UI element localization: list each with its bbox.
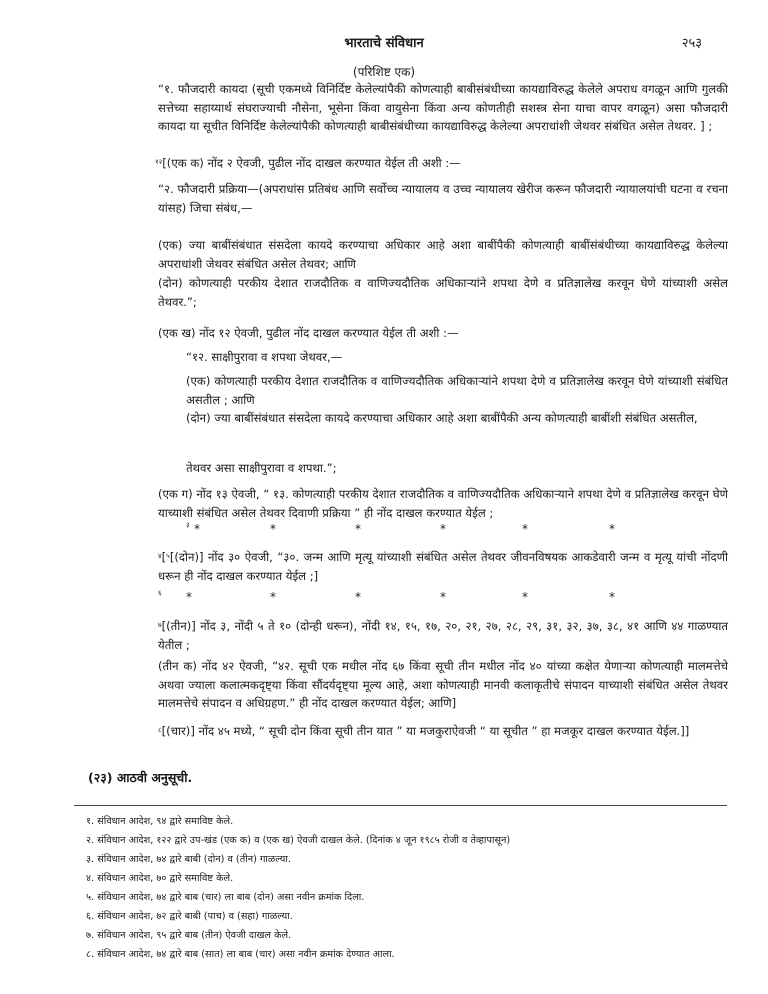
footnote-item: ७. संविधान आदेश, ९५ द्वारे बाब (तीन) ऐवजी दाखल केले.: [86, 930, 292, 941]
footnote-item: ३. संविधान आदेश, ७४ द्वारे बाबी (दोन) व (तीन) गाळल्या.: [86, 854, 291, 865]
footnote-ref: २: [158, 158, 163, 166]
footnote-ref: ८: [158, 726, 162, 734]
footnote-divider: [74, 805, 727, 806]
footnote-ref: ६: [158, 589, 162, 597]
footnote-item: ८. संविधान आदेश, ७४ द्वारे बाब (सात) ला बाब (चार) असा नवीन क्रमांक देण्यात आला.: [86, 949, 395, 960]
clause-12-ek-paragraph: (एक) कोणत्याही परकीय देशात राजदौतिक व वाणिज्यदौतिक अधिकाऱ्यांने शपथा देणे व प्रतिज्ञालेख करवून घेणे यांच्याशी संबंधित असतील ; आणि: [186, 374, 728, 407]
footnote-ref: ५: [166, 552, 170, 560]
entry-don-paragraph: [158, 548, 728, 585]
entry-1-paragraph: “१. फौजदारी कायदा (सूची एकमध्ये विनिर्दिष्ट केलेल्यांपैकी कोणत्याही बाबीसंबंधीच्या कायद्याविरुद्ध केलेले अपराध वगळून आणि गुलकी सत्तेच्या सहाय्यार्थ संघराज्याची नौसेना, भूसेना किंवा वायुसेना किंवा अन्य कोणतीही सशस्त्र सेना याचा वापर वगळून) असा फौजदारी कायदा या सूचीत विनिर्दिष्ट केलेल्यांपैकी कोणत्याही बाबीसंबंधीच्या कायद्याविरुद्ध केलेल्या अपराधांशी जेथवर संबंधित असेल तेथवर. ] ;: [158, 82, 728, 134]
evidence-closing-line: तेथवर असा साक्षीपुरावा व शपथा.”;: [186, 461, 337, 475]
entry-ek-ka-text: [(एक क) नोंद २ ऐवजी, पुढील नोंद दाखल करण्यात येईल ती अशी :—: [162, 156, 461, 170]
entry-chaar-paragraph: [158, 722, 728, 741]
footnote-item: ६. संविधान आदेश, ७२ द्वारे बाबी (पाच) व (सहा) गाळल्या.: [86, 911, 293, 922]
star: *: [522, 522, 528, 536]
page-number: २५३: [681, 36, 702, 51]
footnote-ref: ४: [158, 552, 162, 560]
text-segment: [: [161, 550, 167, 564]
entry-2-paragraph: “२. फौजदारी प्रक्रिया—(अपराधांस प्रतिबंध आणि सर्वोच्च न्यायालय व उच्च न्यायालय खेरीज करून फौजदारी न्यायालयांची घटना व रचना यांसह) जिचा संबंध,—: [158, 182, 728, 215]
omission-stars-1: [186, 521, 200, 536]
entry-teen-text: [(तीन)] नोंद ३, नोंदी ५ ते १० (दोन्ही धरून), नोंदी १४, १५, १७, २०, २१, २७, २८, २९, ३१, ३२, ३७, ३८, ४१ आणि ४४ गाळण्यात येतील ;: [158, 619, 728, 652]
footnote-ref: ७: [158, 621, 162, 629]
entry-ek-ga-paragraph: (एक ग) नोंद १३ ऐवजी, “ १३. कोणत्याही परकीय देशात राजदौतिक व वाणिज्यदौतिक अधिकाऱ्याने शपथा देणे व प्रतिज्ञालेख करवून घेणे याच्याशी संबंधित असेल तेथवर दिवाणी प्रक्रिया ” ही नोंद दाखल करण्यात येईल ;: [158, 487, 728, 520]
entry-chaar-text: [(चार)] नोंद ४५ मध्ये, “ सूची दोन किंवा सूची तीन यात ” या मजकुराऐवजी “ या सूचीत ” हा मजकूर दाखल करण्यात येईल.]]: [161, 724, 690, 738]
footnote-item: १. संविधान आदेश, ९४ द्वारे समाविष्ट केले.: [86, 816, 234, 827]
footnote-ref: ३: [186, 521, 190, 529]
clause-12-don-paragraph: (दोन) ज्या बाबींसंबंधात संसदेला कायदे करण्याचा अधिकार आहे अशा बाबींपैकी अन्य कोणत्याही बाबींशी संबंधित असतील,: [186, 411, 698, 425]
star: *: [522, 590, 528, 604]
appendix-label: (परिशिष्ट एक): [352, 65, 416, 79]
omission-stars-2: [158, 589, 192, 604]
star: *: [270, 522, 276, 536]
footnote-ref: १: [155, 158, 159, 166]
entry-don-text: [(दोन)] नोंद ३० ऐवजी, “३०. जन्म आणि मृत्यू यांच्याशी संबंधित असेल तेथवर जीवनविषयक आकडेवारी जन्म व मृत्यू यांची नोंदणी धरून ही नोंद दाखल करण्यात येईल ;]: [158, 550, 728, 583]
footnote-item: ४. संविधान आदेश, ७० द्वारे समाविष्ट केले.: [86, 873, 234, 884]
star: *: [186, 590, 192, 604]
clause-ek-paragraph: (एक) ज्या बाबींसंबंधात संसदेला कायदे करण्याचा अधिकार आहे अशा बाबींपैकी कोणत्याही बाबींसंबंधीच्या कायद्याविरुद्ध केलेल्या अपराधांशी जेथवर संबंधित असेल तेथवर; आणि: [158, 238, 728, 271]
entry-ek-ka-line: [155, 154, 461, 172]
star: *: [355, 590, 361, 604]
clause-don-paragraph: (दोन) कोणत्याही परकीय देशात राजदौतिक व वाणिज्यदौतिक अधिकाऱ्यांने शपथा देणे व प्रतिज्ञालेख करवून घेणे यांच्याशी असेल तेथवर.”;: [158, 276, 728, 309]
entry-ek-kha-line: (एक ख) नोंद १२ ऐवजी, पुढील नोंद दाखल करण्यात येईल ती अशी :—: [158, 326, 459, 340]
footnote-item: २. संविधान आदेश, १२२ द्वारे उप-खंड (एक क) व (एक ख) ऐवजी दाखल केले. (दिनांक ४ जून १९८५ रोजी व तेव्हापासून): [86, 835, 511, 846]
entry-12-heading: “१२. साक्षीपुरावा व शपथा जेथवर,—: [186, 350, 343, 364]
star: *: [194, 522, 200, 536]
star: *: [440, 590, 446, 604]
footnote-item: ५. संविधान आदेश, ७४ द्वारे बाब (चार) ला बाब (दोन) असा नवीन क्रमांक दिला.: [86, 892, 365, 903]
schedule-heading: (२३) आठवी अनुसूची.: [88, 770, 193, 785]
page-title: भारताचे संविधान: [344, 36, 424, 51]
star: *: [270, 590, 276, 604]
star: *: [609, 522, 615, 536]
star: *: [355, 522, 361, 536]
star: *: [440, 522, 446, 536]
star: *: [609, 590, 615, 604]
entry-teen-ka-paragraph: (तीन क) नोंद ४२ ऐवजी, “४२. सूची एक मधील नोंद ६७ किंवा सूची तीन मधील नोंद ४० यांच्या कक्षेत येणाऱ्या कोणत्याही मालमत्तेचे अथवा ज्याला कलात्मकदृष्ट्या किंवा सौंदर्यदृष्ट्या मूल्य आहे, अशा कोणत्याही मानवी कलाकृतीचे संपादन याच्याशी संबंधित असेल तेथवर मालमत्तेचे संपादन व अधिग्रहण.” ही नोंद दाखल करण्यात येईल; आणि]: [158, 659, 728, 711]
entry-teen-paragraph: [158, 617, 728, 654]
